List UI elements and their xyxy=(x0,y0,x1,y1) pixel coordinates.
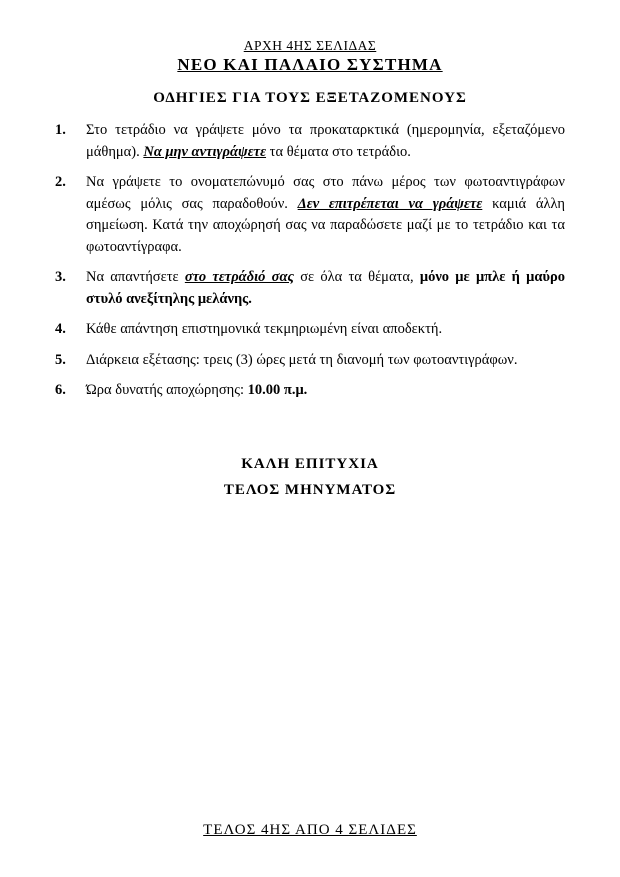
instruction-item-1 xyxy=(55,120,565,163)
instruction-emphasis: Να μην αντιγράψετε xyxy=(143,143,267,160)
good-luck-text: ΚΑΛΗ ΕΠΙΤΥΧΙΑ xyxy=(241,456,379,472)
instruction-item-4 xyxy=(55,319,565,341)
page-end-footer xyxy=(0,822,620,839)
page-end-text: ΤΕΛΟΣ 4ΗΣ ΑΠΟ 4 ΣΕΛΙΔΕΣ xyxy=(203,822,417,838)
instruction-item-6 xyxy=(55,380,565,402)
instruction-number: 5. xyxy=(55,351,66,368)
instruction-number: 6. xyxy=(55,382,66,398)
instruction-number: 3. xyxy=(55,269,66,285)
instruction-text: τα θέματα στο τετράδιο. xyxy=(266,143,411,160)
system-header xyxy=(0,55,620,75)
end-message-text: ΤΕΛΟΣ ΜΗΝΥΜΑΤΟΣ xyxy=(223,482,397,498)
instruction-emphasis: Δεν επιτρέπεται να γράψετε xyxy=(297,195,483,212)
instruction-item-5 xyxy=(55,350,565,372)
instruction-text: καμιά άλλη σημείωση. Κατά την αποχώρησή σας να παραδώσετε μαζί με το τετράδιο και τα φωτοαντίγραφα. xyxy=(86,195,565,255)
instruction-item-3 xyxy=(55,267,565,310)
instruction-bold: 10.00 π.μ. xyxy=(247,382,308,398)
instruction-text: Ώρα δυνατής αποχώρησης: xyxy=(86,382,248,398)
instruction-text: σε όλα τα θέματα, xyxy=(293,269,420,285)
instruction-text: Κάθε απάντηση επιστημονικά τεκμηριωμένη είναι αποδεκτή. xyxy=(86,321,443,337)
instructions-list xyxy=(55,120,565,411)
instruction-text: Να απαντήσετε xyxy=(86,269,185,285)
instruction-text: Διάρκεια εξέτασης: τρεις (3) ώρες μετά τη διανομή των φωτοαντιγράφων. xyxy=(86,351,518,368)
instruction-emphasis: στο τετράδιό σας xyxy=(184,269,294,285)
instruction-number: 1. xyxy=(55,122,66,138)
instruction-number: 2. xyxy=(55,174,66,190)
instruction-number: 4. xyxy=(55,321,66,337)
system-title: ΝΕΟ ΚΑΙ ΠΑΛΑΙΟ ΣΥΣΤΗΜΑ xyxy=(177,55,443,74)
instruction-text: Στο τετράδιο να γράψετε μόνο τα προκαταρκτικά (ημερομηνία, εξεταζόμενο μάθημα). xyxy=(86,122,565,160)
instructions-title: ΟΔΗΓΙΕΣ ΓΙΑ ΤΟΥΣ ΕΞΕΤΑΖΟΜΕΝΟΥΣ xyxy=(153,90,467,106)
page-start-text: ΑΡΧΗ 4ΗΣ ΣΕΛΙΔΑΣ xyxy=(243,38,377,53)
instruction-bold: μόνο με μπλε ή μαύρο στυλό ανεξίτηλης μελάνης. xyxy=(86,269,565,307)
instruction-item-2 xyxy=(55,172,565,258)
page-start-header xyxy=(0,38,620,54)
instruction-text: Να γράψετε το ονοματεπώνυμό σας στο πάνω μέρος των φωτοαντιγράφων αμέσως μόλις σας παραδοθούν. xyxy=(86,174,565,212)
